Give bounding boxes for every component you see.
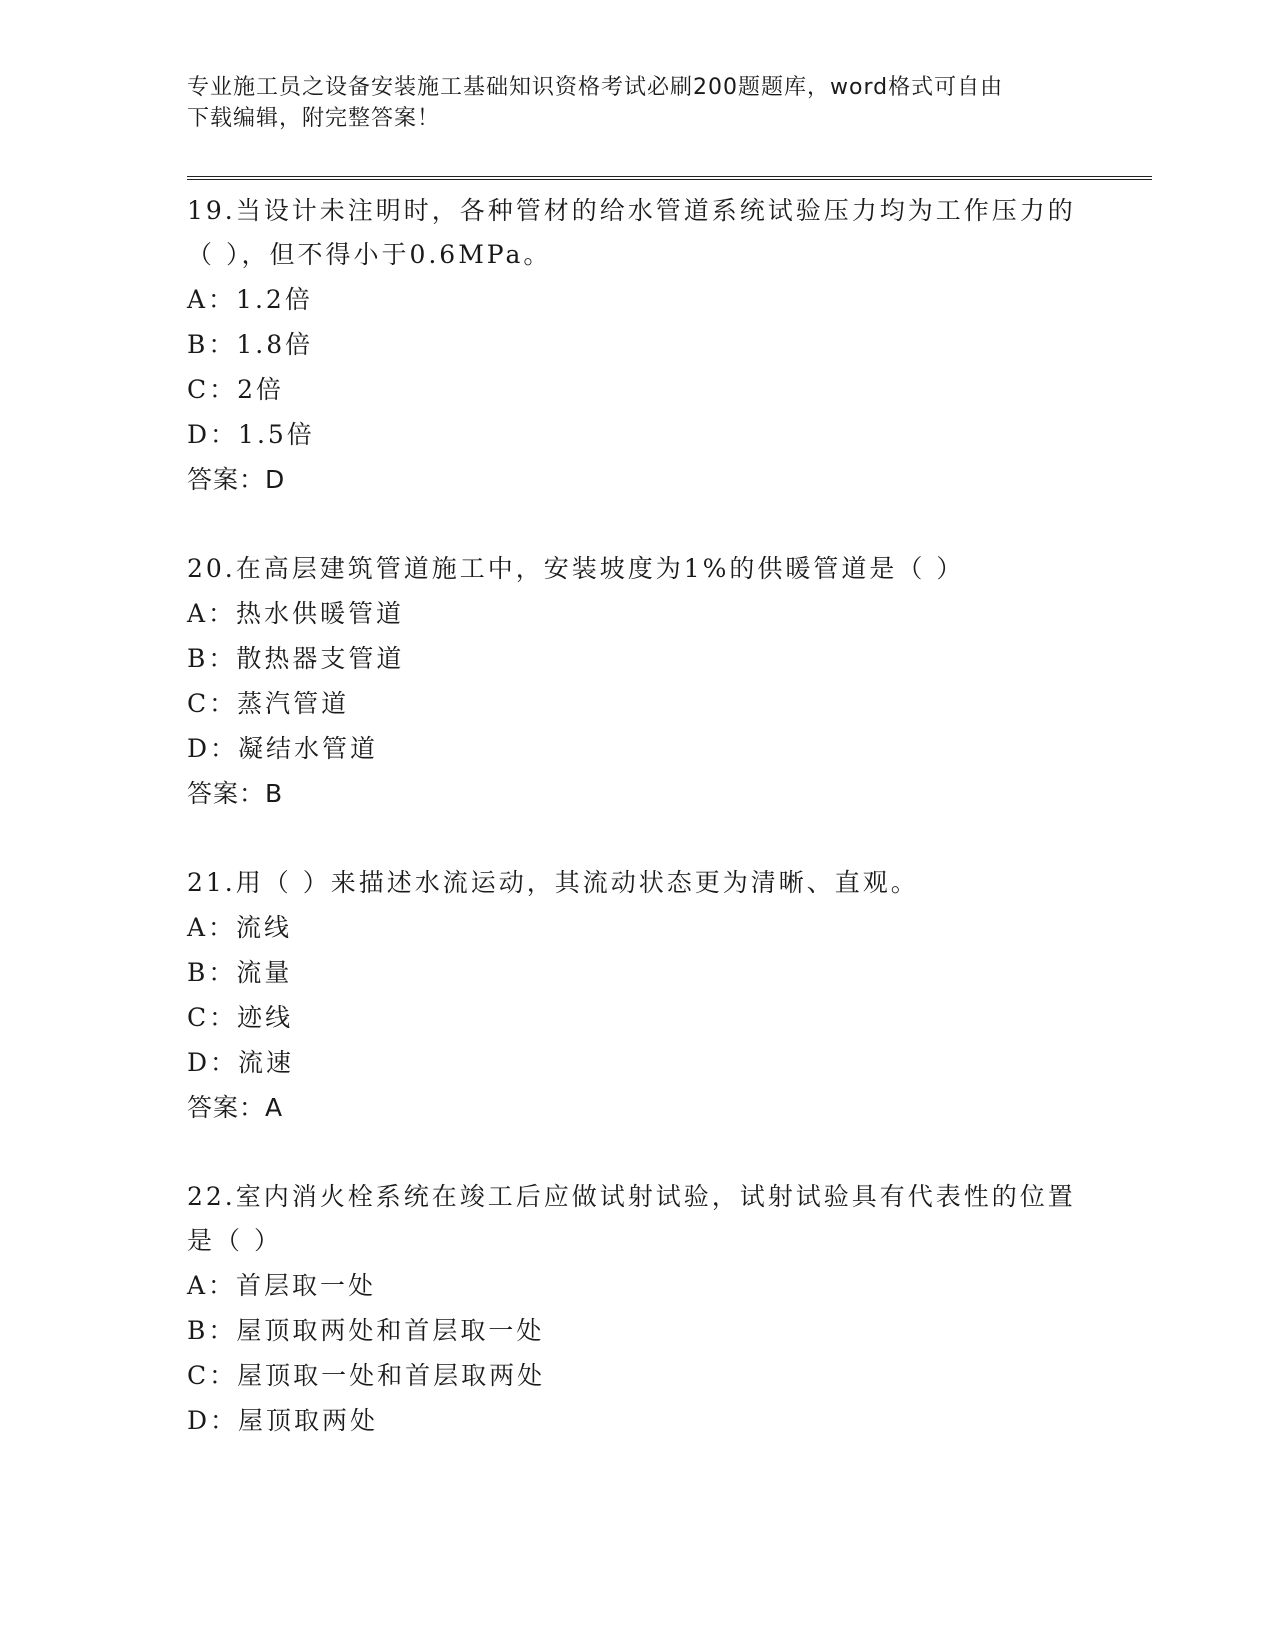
option-b: B：散热器支管道	[187, 644, 405, 673]
header-divider	[187, 176, 1152, 180]
option-d: D：流速	[187, 1048, 295, 1077]
header-line-1: 专业施工员之设备安装施工基础知识资格考试必刷200题题库，word格式可自由	[187, 75, 1004, 100]
question-22	[187, 1175, 1087, 1443]
option-a: A：流线	[187, 913, 293, 942]
option-b: B：屋顶取两处和首层取一处	[187, 1316, 545, 1345]
option-a: A：1.2倍	[187, 285, 313, 314]
option-d: D：屋顶取两处	[187, 1406, 379, 1435]
answer-label: 答案：A	[187, 1093, 284, 1122]
option-b: B：流量	[187, 958, 293, 987]
question-20	[187, 547, 1087, 816]
option-d: D：1.5倍	[187, 420, 315, 449]
option-c: C：2倍	[187, 375, 285, 404]
option-c: C：屋顶取一处和首层取两处	[187, 1361, 546, 1390]
option-a: A：首层取一处	[187, 1271, 377, 1300]
question-text: 19.当设计未注明时，各种管材的给水管道系统试验压力均为工作压力的（ ），但不得小于0.6MPa。	[187, 196, 1076, 269]
question-text: 21.用（ ）来描述水流运动，其流动状态更为清晰、直观。	[187, 868, 919, 897]
question-19	[187, 189, 1087, 502]
question-text: 22.室内消火栓系统在竣工后应做试射试验，试射试验具有代表性的位置是（ ）	[187, 1182, 1076, 1255]
question-text: 20.在高层建筑管道施工中，安装坡度为1%的供暖管道是（ ）	[187, 554, 965, 583]
answer-label: 答案：B	[187, 779, 284, 808]
question-list	[187, 189, 1087, 1488]
answer-label: 答案：D	[187, 465, 286, 494]
header-line-2: 下载编辑，附完整答案！	[187, 106, 441, 131]
option-d: D：凝结水管道	[187, 734, 379, 763]
document-header	[187, 72, 1087, 134]
option-b: B：1.8倍	[187, 330, 314, 359]
option-a: A：热水供暖管道	[187, 599, 405, 628]
question-21	[187, 861, 1087, 1130]
option-c: C：迹线	[187, 1003, 294, 1032]
option-c: C：蒸汽管道	[187, 689, 350, 718]
